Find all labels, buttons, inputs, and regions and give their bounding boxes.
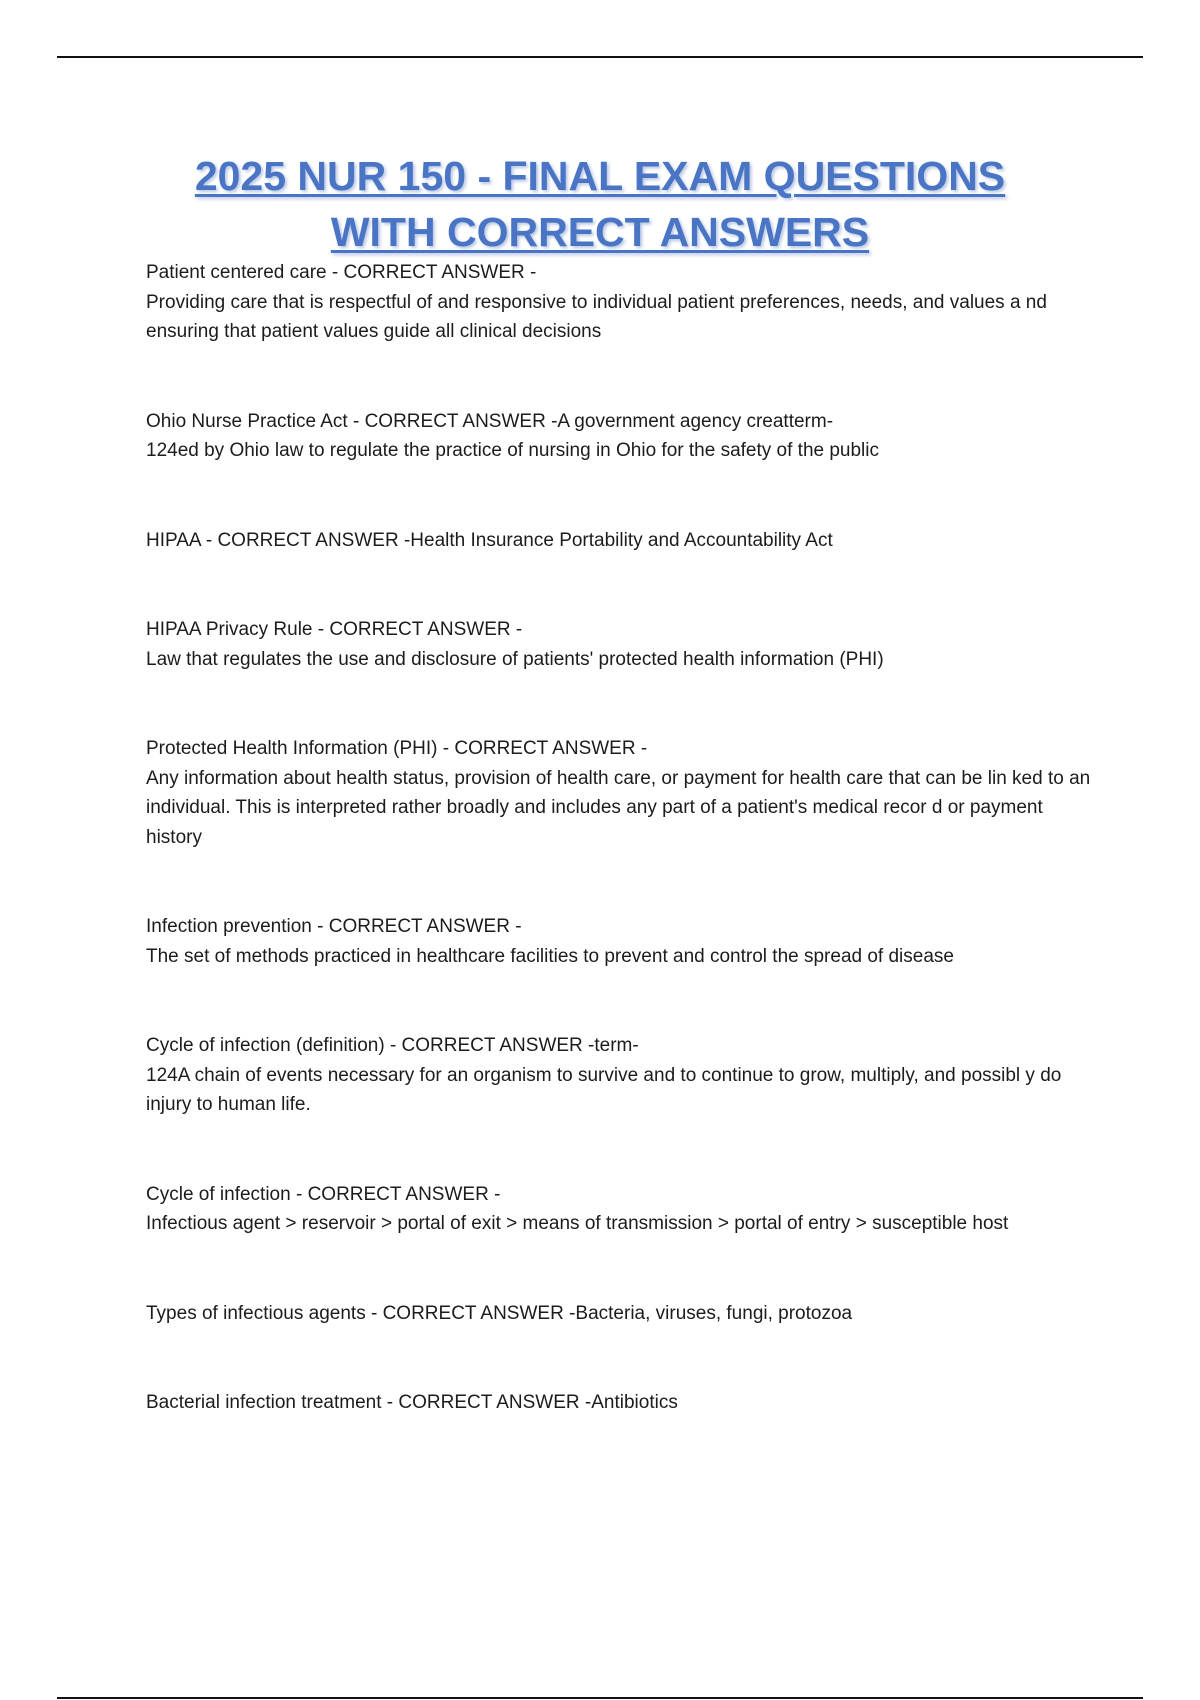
qa-term: Protected Health Information (PHI) - CORRECT ANSWER - bbox=[146, 738, 648, 759]
qa-entry bbox=[146, 1388, 1096, 1418]
title-line-1: 2025 NUR 150 - FINAL EXAM QUESTIONS bbox=[194, 153, 1006, 199]
qa-list bbox=[146, 258, 1096, 1478]
title-line-2: WITH CORRECT ANSWERS bbox=[330, 209, 870, 255]
qa-entry bbox=[146, 734, 1096, 852]
qa-answer: 124A chain of events necessary for an organism to survive and to continue to grow, multiply, and possibl y do injury to human life. bbox=[146, 1064, 1062, 1115]
qa-entry bbox=[146, 1299, 1096, 1329]
qa-entry bbox=[146, 1180, 1096, 1239]
qa-term: Cycle of infection - CORRECT ANSWER - bbox=[146, 1183, 501, 1205]
bottom-divider bbox=[57, 1697, 1143, 1699]
qa-term: Infection prevention - CORRECT ANSWER - bbox=[146, 916, 522, 937]
qa-entry bbox=[146, 912, 1096, 971]
qa-term: Patient centered care - CORRECT ANSWER - bbox=[146, 262, 537, 283]
top-divider bbox=[57, 56, 1143, 58]
qa-answer: The set of methods practiced in healthcare facilities to prevent and control the spread of disease bbox=[146, 945, 954, 967]
qa-term: HIPAA - CORRECT ANSWER -Health Insurance Portability and Accountability Act bbox=[146, 529, 833, 551]
qa-entry bbox=[146, 1031, 1096, 1120]
qa-answer: 124ed by Ohio law to regulate the practice of nursing in Ohio for the safety of the public bbox=[146, 440, 879, 461]
document-title bbox=[100, 148, 1100, 260]
qa-entry bbox=[146, 407, 1096, 466]
qa-entry bbox=[146, 615, 1096, 674]
qa-answer: Infectious agent > reservoir > portal of exit > means of transmission > portal of entry > susceptible host bbox=[146, 1213, 1009, 1234]
qa-term: Bacterial infection treatment - CORRECT ANSWER -Antibiotics bbox=[146, 1392, 678, 1413]
qa-term: Ohio Nurse Practice Act - CORRECT ANSWER -A government agency creatterm- bbox=[146, 410, 834, 432]
qa-entry bbox=[146, 258, 1096, 347]
qa-term: Cycle of infection (definition) - CORRECT ANSWER -term- bbox=[146, 1035, 639, 1056]
qa-entry bbox=[146, 526, 1096, 556]
qa-answer: Any information about health status, provision of health care, or payment for health care that can be lin ked to an individual. This is interpreted rather broadly and includes any part of a patient's medical recor d or payment history bbox=[146, 767, 1091, 848]
qa-term: HIPAA Privacy Rule - CORRECT ANSWER - bbox=[146, 619, 523, 640]
qa-answer: Providing care that is respectful of and responsive to individual patient preferences, needs, and values a nd ensuring that patient values guide all clinical decisions bbox=[146, 291, 1047, 342]
qa-term: Types of infectious agents - CORRECT ANSWER -Bacteria, viruses, fungi, protozoa bbox=[146, 1302, 853, 1324]
qa-answer: Law that regulates the use and disclosure of patients' protected health information (PHI) bbox=[146, 648, 884, 670]
